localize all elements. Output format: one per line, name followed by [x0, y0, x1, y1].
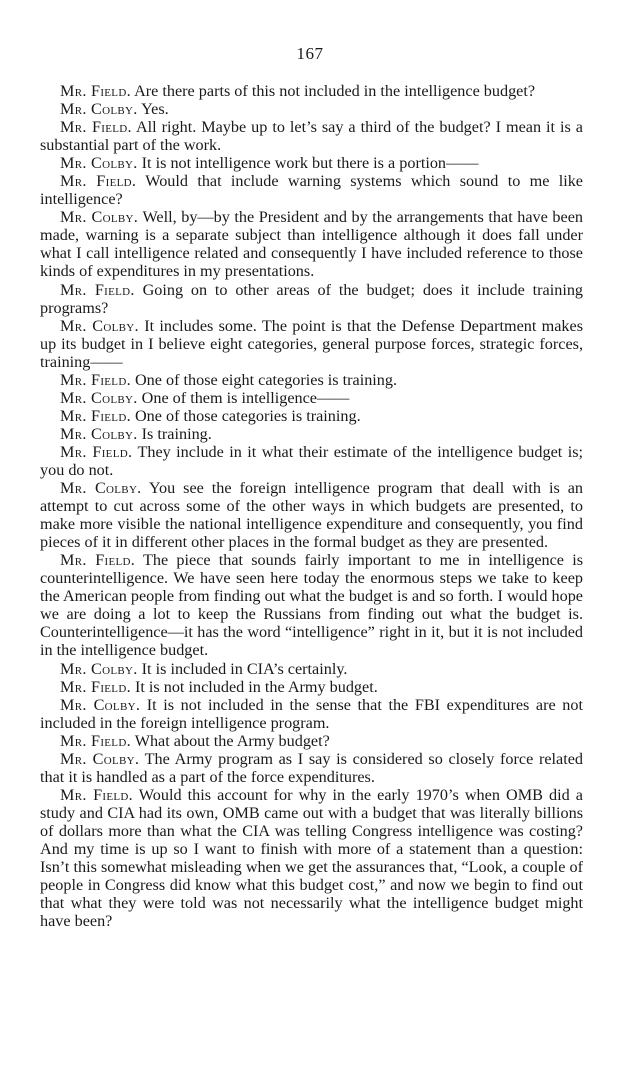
- transcript-body: [40, 82, 583, 930]
- transcript-paragraph: [40, 678, 583, 696]
- speech-text: Would that include warning systems which sound to me like intelligence?: [40, 172, 583, 209]
- speaker-name: Mr. Field.: [60, 406, 131, 425]
- speech-text: They include in it what their estimate of the intelligence budget is; you do not.: [40, 442, 583, 479]
- transcript-paragraph: [40, 389, 583, 407]
- speaker-name: Mr. Colby.: [60, 424, 138, 443]
- speech-text: It is not included in the sense that the FBI expenditures are not included in the foreign intelligence program.: [40, 695, 583, 732]
- speaker-name: Mr. Colby.: [60, 749, 140, 768]
- speaker-name: Mr. Field.: [60, 677, 131, 696]
- speaker-name: Mr. Field.: [60, 551, 136, 570]
- speaker-name: Mr. Colby.: [60, 479, 142, 498]
- transcript-paragraph: [40, 696, 583, 732]
- speaker-name: Mr. Field.: [60, 442, 133, 461]
- transcript-paragraph: [40, 154, 583, 172]
- transcript-paragraph: [40, 750, 583, 786]
- speech-text: Going on to other areas of the budget; does it include training programs?: [40, 280, 584, 317]
- speaker-name: Mr. Field.: [60, 172, 137, 191]
- speech-text: Yes.: [141, 100, 169, 119]
- speaker-name: Mr. Colby.: [60, 659, 138, 678]
- speech-text: It is not included in the Army budget.: [134, 677, 378, 696]
- speaker-name: Mr. Colby.: [60, 208, 139, 227]
- speaker-name: Mr. Field.: [60, 280, 135, 299]
- speech-text: One of those categories is training.: [134, 406, 361, 425]
- transcript-paragraph: [40, 425, 583, 443]
- speech-text: You see the foreign intelligence program that deall with is an attempt to cut across some of the other ways in which budgets are presented, to make more visible the national intelligence expenditure and consequently, you find pieces of it in different other places in the formal budget as they are presented.: [40, 479, 583, 552]
- speech-text: One of those eight categories is training.: [134, 370, 398, 389]
- speaker-name: Mr. Colby.: [60, 316, 139, 335]
- speaker-name: Mr. Field.: [60, 82, 131, 100]
- transcript-paragraph: [40, 172, 583, 208]
- transcript-paragraph: [40, 443, 583, 479]
- transcript-paragraph: [40, 660, 583, 678]
- page-number: 167: [296, 44, 324, 63]
- speech-text: Would this account for why in the early 1970’s when OMB did a study and CIA had its own, OMB came out with a budget that was literally billions of dollars more than what the CIA was telling Congress intelligence was costing? And my time is up so I want to finish with more of a statement than a question: Isn’t this somewhat misleading when we get the assurances that, “Look, a couple of people in Congress did know what this budget cost,” and now we begin to find out that what they were told was not necessarily what the intelligence budget might have been?: [40, 785, 583, 931]
- speech-text: It is not intelligence work but there is a portion——: [141, 154, 479, 173]
- speaker-name: Mr. Colby.: [60, 154, 138, 173]
- speech-text: What about the Army budget?: [134, 731, 330, 750]
- transcript-paragraph: [40, 82, 583, 100]
- speech-text: The piece that sounds fairly important to me in intelligence is counterintelligence. We have seen here today the enormous steps we take to keep the American people from finding out what the budget is and so forth. I would hope we are doing a lot to keep the Russians from finding out what the budget is. Counterintelligence—it has the word “intelligence” right in it, but it is not included in the intelligence budget.: [40, 551, 583, 660]
- speaker-name: Mr. Field.: [60, 731, 131, 750]
- transcript-paragraph: [40, 786, 583, 930]
- speech-text: Are there parts of this not included in the intelligence budget?: [134, 82, 536, 100]
- transcript-paragraph: [40, 551, 583, 659]
- transcript-paragraph: [40, 732, 583, 750]
- speech-text: It includes some. The point is that the Defense Department makes up its budget in I believe eight categories, general purpose forces, strategic forces, training——: [40, 316, 584, 371]
- transcript-paragraph: [40, 118, 583, 154]
- speech-text: The Army program as I say is considered so closely force related that it is handled as a part of the force expenditures.: [40, 749, 583, 786]
- transcript-paragraph: [40, 208, 583, 280]
- transcript-paragraph: [40, 317, 583, 371]
- transcript-paragraph: [40, 371, 583, 389]
- speech-text: Is training.: [141, 424, 212, 443]
- speech-text: Well, by—by the President and by the arrangements that have been made, warning is a separate subject than intelligence although it does fall under what I call intelligence related and consequently I have included reference to those kinds of expenditures in my presentations.: [40, 208, 583, 281]
- transcript-paragraph: [40, 281, 583, 317]
- speaker-name: Mr. Field.: [60, 785, 133, 804]
- speaker-name: Mr. Field.: [60, 118, 132, 137]
- transcript-paragraph: [40, 407, 583, 425]
- speech-text: All right. Maybe up to let’s say a third of the budget? I mean it is a substantial part of the work.: [40, 118, 583, 155]
- speech-text: One of them is intelligence——: [141, 388, 350, 407]
- speaker-name: Mr. Colby.: [60, 100, 138, 119]
- transcript-paragraph: [40, 479, 583, 551]
- speaker-name: Mr. Field.: [60, 370, 131, 389]
- transcript-paragraph: [40, 100, 583, 118]
- speech-text: It is included in CIA’s certainly.: [141, 659, 348, 678]
- speaker-name: Mr. Colby.: [60, 695, 141, 714]
- speaker-name: Mr. Colby.: [60, 388, 138, 407]
